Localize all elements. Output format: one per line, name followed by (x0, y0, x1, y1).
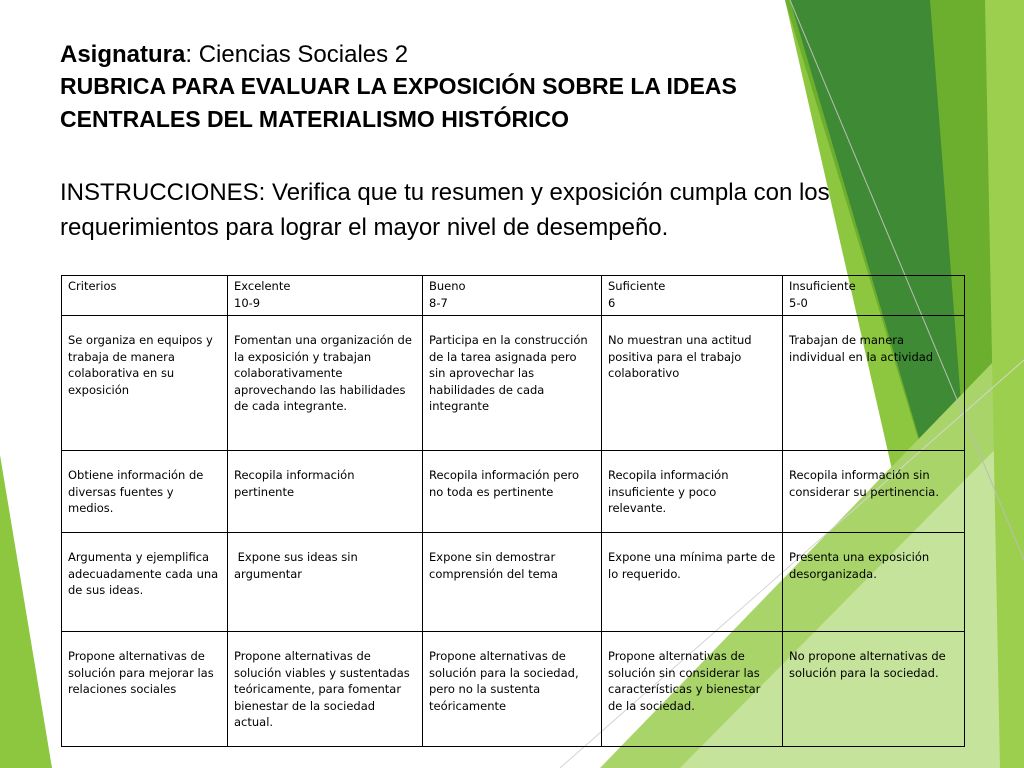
header-label: Bueno (429, 279, 466, 293)
cell-excelente: Propone alternativas de solución viables y sustentadas teóricamente, para fomentar bienestar de la sociedad actual. (228, 632, 423, 747)
cell-excelente: Recopila información pertinente (228, 451, 423, 533)
cell-insuficiente: Presenta una exposición desorganizada. (783, 533, 965, 632)
slide-heading (60, 40, 1000, 136)
header-insuficiente (783, 276, 965, 316)
cell-criterion: Propone alternativas de solución para mejorar las relaciones sociales (62, 632, 228, 747)
table-row (62, 533, 965, 632)
cell-criterion: Se organiza en equipos y trabaja de manera colaborativa en su exposición (62, 316, 228, 451)
rubric-table (61, 275, 965, 747)
header-excelente (228, 276, 423, 316)
header-bueno (423, 276, 602, 316)
cell-criterion: Argumenta y ejemplifica adecuadamente cada una de sus ideas. (62, 533, 228, 632)
instructions-text: INSTRUCCIONES: Verifica que tu resumen y exposición cumpla con los requerimientos para lograr el mayor nivel de desempeño. (60, 179, 830, 241)
rubric-title (60, 70, 1000, 136)
header-label: Excelente (234, 279, 291, 293)
cell-suficiente: No muestran una actitud positiva para el trabajo colaborativo (602, 316, 783, 451)
table-row (62, 632, 965, 747)
subject-label: Asignatura (60, 41, 186, 68)
cell-insuficiente: No propone alternativas de solución para la sociedad. (783, 632, 965, 747)
header-score: 5-0 (789, 295, 808, 310)
rubric-title-line-1: RUBRICA PARA EVALUAR LA EXPOSICIÓN SOBRE LA IDEAS (60, 73, 737, 99)
cell-excelente: Fomentan una organización de la exposición y trabajan colaborativamente aprovechando las habilidades de cada integrante. (228, 316, 423, 451)
cell-bueno: Propone alternativas de solución para la sociedad, pero no la sustenta teóricamente (423, 632, 602, 747)
cell-bueno: Participa en la construcción de la tarea asignada pero sin aprovechar las habilidades de cada integrante (423, 316, 602, 451)
header-score: 8-7 (429, 295, 448, 310)
cell-criterion: Obtiene información de diversas fuentes y medios. (62, 451, 228, 533)
header-suficiente (602, 276, 783, 316)
subject-line (60, 40, 1000, 70)
cell-insuficiente: Recopila información sin considerar su pertinencia. (783, 451, 965, 533)
cell-bueno: Expone sin demostrar comprensión del tema (423, 533, 602, 632)
header-score: 10-9 (234, 295, 261, 310)
header-label: Suficiente (608, 279, 666, 293)
header-label: Criterios (68, 279, 117, 293)
subject-value: : Ciencias Sociales 2 (185, 41, 409, 68)
cell-suficiente: Recopila información insuficiente y poco relevante. (602, 451, 783, 533)
cell-bueno: Recopila información pero no toda es pertinente (423, 451, 602, 533)
cell-suficiente: Propone alternativas de solución sin considerar las características y bienestar de la sociedad. (602, 632, 783, 747)
table-header-row (62, 276, 965, 316)
cell-suficiente: Expone una mínima parte de lo requerido. (602, 533, 783, 632)
header-score: 6 (608, 295, 616, 310)
rubric-title-line-2: CENTRALES DEL MATERIALISMO HISTÓRICO (60, 106, 569, 132)
header-label: Insuficiente (789, 279, 856, 293)
table-row (62, 451, 965, 533)
left-green-triangle (0, 455, 52, 768)
cell-insuficiente: Trabajan de manera individual en la actividad (783, 316, 965, 451)
cell-excelente: Expone sus ideas sin argumentar (228, 533, 423, 632)
header-criterios (62, 276, 228, 316)
table-row (62, 316, 965, 451)
